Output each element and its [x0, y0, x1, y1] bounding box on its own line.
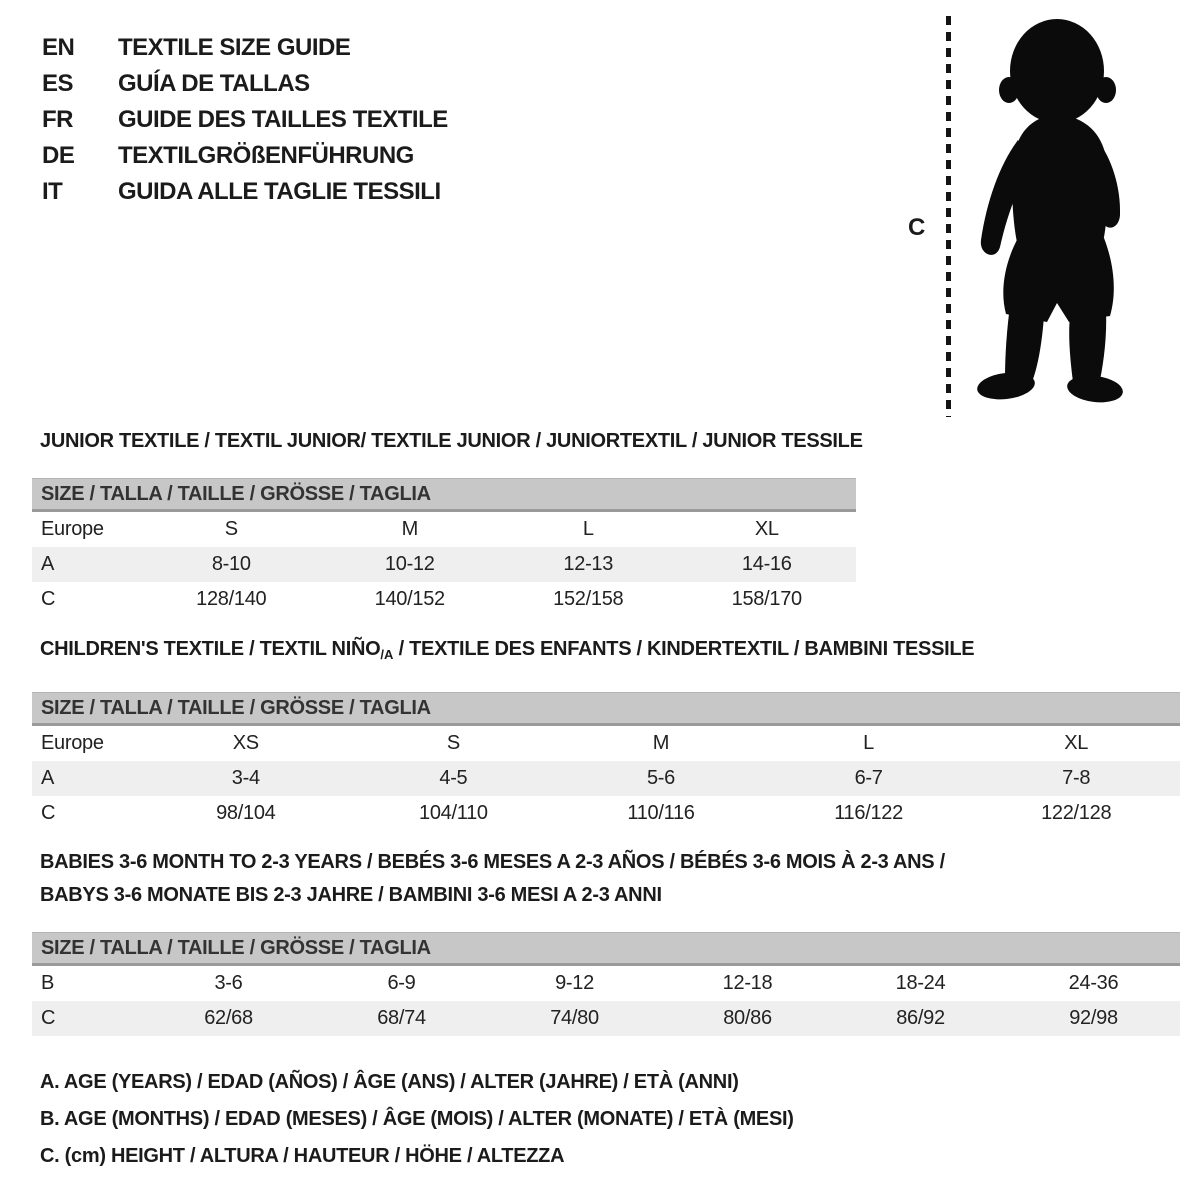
table-row	[32, 512, 856, 547]
children-title-suffix: / TEXTILE DES ENFANTS / KINDERTEXTIL / BAMBINI TESSILE	[393, 638, 975, 660]
legend-line-a: A. AGE (YEARS) / EDAD (AÑOS) / ÂGE (ANS) / ALTER (JAHRE) / ETÀ (ANNI)	[40, 1071, 739, 1093]
language-title: GUIDA ALLE TAGLIE TESSILI	[118, 178, 441, 205]
baby-silhouette-icon	[960, 14, 1150, 420]
age-cell: 10-12	[384, 553, 435, 575]
language-title: GUIDE DES TAILLES TEXTILE	[118, 106, 448, 133]
height-cell: 128/140	[196, 588, 267, 610]
size-cell: XL	[1064, 732, 1089, 754]
size-cell: L	[863, 732, 874, 754]
language-code: EN	[42, 34, 75, 61]
language-row-fr	[42, 102, 448, 138]
legend-line-c: C. (cm) HEIGHT / ALTURA / HAUTEUR / HÖHE / ALTEZZA	[40, 1145, 565, 1167]
junior-textile-section	[32, 428, 863, 617]
row-label: A	[41, 767, 55, 789]
children-section-title	[40, 636, 1180, 668]
children-size-table	[32, 726, 1180, 831]
children-title-prefix: CHILDREN'S TEXTILE / TEXTIL NIÑO	[40, 638, 381, 660]
language-title: GUÍA DE TALLAS	[118, 70, 310, 97]
row-label: Europe	[41, 732, 104, 754]
language-row-en	[42, 30, 448, 66]
size-cell: S	[224, 518, 238, 540]
row-label: C	[41, 1007, 56, 1029]
size-cell: M	[401, 518, 418, 540]
height-cell: 158/170	[731, 588, 802, 610]
height-cell: 86/92	[896, 1007, 945, 1029]
junior-size-table	[32, 512, 856, 617]
age-cell: 3-4	[231, 767, 260, 789]
age-cell: 18-24	[895, 972, 946, 994]
babies-title-line2: BABYS 3-6 MONATE BIS 2-3 JAHRE / BAMBINI 3-6 MESI A 2-3 ANNI	[40, 884, 662, 906]
height-cell: 92/98	[1069, 1007, 1118, 1029]
age-cell: 6-9	[387, 972, 416, 994]
age-cell: 8-10	[211, 553, 251, 575]
table-row	[32, 761, 1180, 796]
babies-title-line1: BABIES 3-6 MONTH TO 2-3 YEARS / BEBÉS 3-6 MESES A 2-3 AÑOS / BÉBÉS 3-6 MOIS À 2-3 ANS /	[40, 851, 945, 873]
height-cell: 98/104	[216, 802, 276, 824]
babies-textile-section	[32, 846, 1180, 1036]
height-cell: 110/116	[627, 802, 695, 824]
table-row	[32, 726, 1180, 761]
language-row-es	[42, 66, 448, 102]
language-title: TEXTILGRÖßENFÜHRUNG	[118, 142, 414, 169]
age-cell: 7-8	[1062, 767, 1091, 789]
age-cell: 12-13	[563, 553, 614, 575]
size-cell: L	[582, 518, 594, 540]
size-header-bar: SIZE / TALLA / TAILLE / GRÖSSE / TAGLIA	[32, 692, 1180, 726]
size-cell: S	[446, 732, 460, 754]
height-measure-label: C	[908, 214, 926, 241]
language-code: ES	[42, 70, 74, 97]
language-code: IT	[42, 178, 63, 205]
height-cell: 140/152	[374, 588, 445, 610]
height-cell: 122/128	[1041, 802, 1112, 824]
age-cell: 14-16	[741, 553, 792, 575]
row-label: B	[41, 972, 55, 994]
age-cell: 12-18	[722, 972, 773, 994]
size-header-bar: SIZE / TALLA / TAILLE / GRÖSSE / TAGLIA	[32, 478, 856, 512]
language-row-it	[42, 174, 448, 210]
junior-section-title: JUNIOR TEXTILE / TEXTIL JUNIOR/ TEXTILE JUNIOR / JUNIORTEXTIL / JUNIOR TESSILE	[40, 430, 863, 452]
table-row	[32, 547, 856, 582]
size-cell: XL	[754, 518, 779, 540]
age-cell: 6-7	[854, 767, 883, 789]
size-cell: XS	[232, 732, 259, 754]
height-cell: 152/158	[553, 588, 624, 610]
height-cell: 116/122	[834, 802, 903, 824]
children-textile-section	[32, 636, 1180, 831]
height-cell: 74/80	[550, 1007, 599, 1029]
row-label: A	[41, 553, 55, 575]
height-cell: 68/74	[377, 1007, 426, 1029]
table-row	[32, 582, 856, 617]
language-row-de	[42, 138, 448, 174]
language-title: TEXTILE SIZE GUIDE	[118, 34, 351, 61]
table-row	[32, 966, 1180, 1001]
height-cell: 80/86	[723, 1007, 772, 1029]
language-title-list	[42, 30, 448, 210]
legend-line-b: B. AGE (MONTHS) / EDAD (MESES) / ÂGE (MOIS) / ALTER (MONATE) / ETÀ (MESI)	[40, 1108, 794, 1130]
age-cell: 4-5	[439, 767, 468, 789]
measurement-legend	[40, 1064, 794, 1175]
age-cell: 3-6	[214, 972, 243, 994]
language-code: DE	[42, 142, 75, 169]
age-cell: 24-36	[1068, 972, 1119, 994]
age-cell: 5-6	[646, 767, 675, 789]
babies-section-title	[40, 846, 1180, 912]
language-code: FR	[42, 106, 73, 133]
height-cell: 104/110	[419, 802, 488, 824]
size-header-bar: SIZE / TALLA / TAILLE / GRÖSSE / TAGLIA	[32, 932, 1180, 966]
row-label: C	[41, 588, 56, 610]
size-cell: M	[652, 732, 670, 754]
table-row	[32, 1001, 1180, 1036]
height-dashed-line	[946, 16, 951, 417]
row-label: Europe	[41, 518, 104, 540]
babies-size-table	[32, 966, 1180, 1036]
table-row	[32, 796, 1180, 831]
row-label: C	[41, 802, 56, 824]
height-cell: 62/68	[204, 1007, 253, 1029]
age-cell: 9-12	[555, 972, 594, 994]
children-title-subscript: /A	[380, 647, 394, 662]
